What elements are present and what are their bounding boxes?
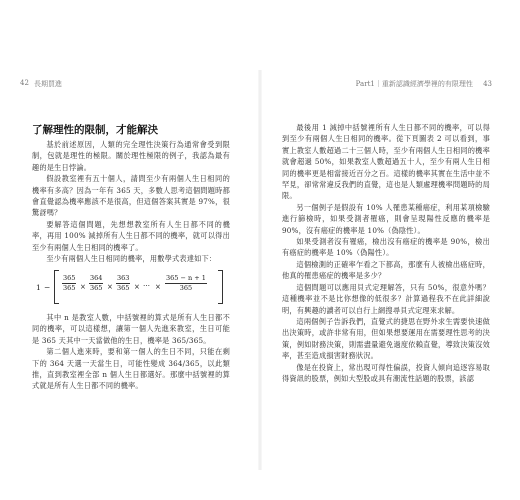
formula-fraction: $\frac{364}{365}$ [90,274,103,292]
paragraph: 最後用 1 減掉中括號裡所有人生日都不同的機率，可以得到至少有兩個人生日相同的機率。從下頁圖表 2 可以看到，事實上教室人數超過二十三個人時，至少有兩個人生日相同的機率就會超過 50%，如果教室人數超過五十人，至少有兩人生日相同的機率更是相當接近百分之百。這樣的機率其實在生活中並不罕見，卻常常違反我們的直覺，這也是人類處理機率問題時的局限。 [282,123,490,201]
left-page [0,0,258,500]
formula-ellipsis: ⋯ [143,282,151,290]
formula-times: × [107,283,113,291]
section-heading: 了解理性的限制，才能解決 [32,124,158,136]
left-body-text-top [32,139,230,264]
paragraph: 這個檢測的正確率乍看之下都高，那麼有人被檢出癌症時，他真的罹患癌症的機率是多少？ [282,259,490,281]
paragraph: 要解答這個問題，先想想教室所有人生日都不同的機率，再用 100% 減掉所有人生日都不同的機率，就可以得出至少有兩個人生日相同的機率了。 [32,219,230,252]
probability-formula [34,268,230,308]
formula-fraction: $\frac{365 - n + 1}{365}$ [166,274,206,292]
left-page-number: 42 [20,79,29,87]
paragraph: 這兩個例子告訴我們，直覺式的捷思在野外求生需要快速做出決策時，或許非常有用，但如果想要運用在需要理性思考的決策，例如財務決策，則需盡量避免過度依賴直覺，導致決策沒效率，甚至造成損害財務狀況。 [282,316,490,361]
paragraph: 第二個人進來時，要和第一個人的生日不同，只能在剩下的 364 天選一天當生日，可能性變成 364/365，以此類推，直到教室裡全部 n 個人生日都選好。那麼中括號裡的算式就是所有人生日都不同的機率。 [32,347,230,391]
paragraph: 基於前述原因，人類的完全理性決策行為通常會受到限制，包就是理性的極限。關於理性極限的例子，我認為最有趣的是生日悖論。 [32,140,230,172]
paragraph: 另一個例子是假設有 10% 人罹患某種癌症，利用某項檢驗進行篩檢時，如果受測者罹癌，則會呈現陽性反應的機率是 90%，沒有癌症的機率是 10%（偽陰性）。 [282,202,490,235]
formula-fraction: $\frac{363}{365}$ [117,274,130,292]
formula-times: × [155,283,161,291]
left-running-title: 長期買進 [34,80,62,88]
right-running-head [356,79,492,89]
paragraph: 假設教室裡有五十個人，請問至少有兩個人生日相同的機率有多高？因為一年有 365 天，多數人思考這個問題時都會直覺認為機率應該不是很高，但這個答案其實是 97%，很驚訝嗎？ [32,174,230,218]
formula-right-bracket [218,270,223,304]
right-page [262,0,520,500]
formula-minus: − [44,283,51,292]
left-body-text-bottom [32,312,230,392]
right-body-text [282,122,490,384]
right-running-title: Part1｜重新認識經濟學裡的有限理性 [355,80,473,88]
formula-left-bracket [54,270,59,304]
formula-one: 1 [36,283,41,292]
formula-fraction: $\frac{365}{365}$ [63,274,76,292]
paragraph: 像是在投資上，常出現可得性偏誤，投資人傾向追逐容易取得資訊的股票，例如大型股或具有潮流性話題的股票，該認 [282,362,490,383]
right-page-number: 43 [483,80,492,88]
paragraph: 如果受測者沒有罹癌，檢出沒有癌症的機率是 90%，檢出有癌症的機率是 10%（偽陽性）。 [282,237,490,258]
paragraph: 其中 n 是教室人數，中括號裡的算式是所有人生日都不同的機率，可以這樣想，讓第一個人先進來教室，生日可能是 365 天其中一天當做他的生日，機率是 365/365。 [32,313,230,345]
paragraph: 至少有兩個人生日相同的機率，用數學式表達如下： [46,254,217,264]
formula-times: × [80,283,86,291]
formula-times: × [134,283,140,291]
paragraph: 這個問題可以應用貝式定理解答，只有 50%，很意外嗎？這種機率並不是比你想像的低很多？計算過程我不在此詳細說明，有興趣的讀者可以自行上網搜尋貝式定理來求解。 [282,282,490,315]
